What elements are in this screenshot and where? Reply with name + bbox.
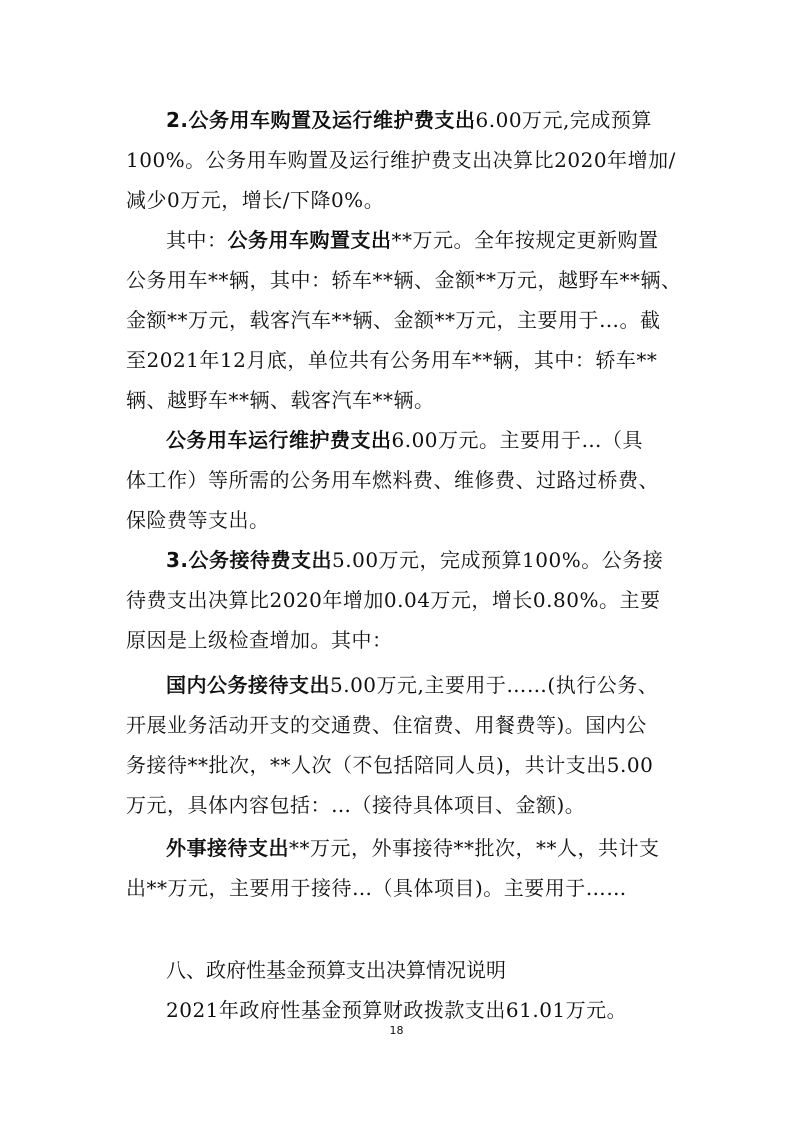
paragraph-text: **万元，外事接待**批次，**人，共计支: [289, 836, 660, 860]
paragraph-line: 待费支出决算比2020年增加0.04万元，增长0.80%。主要: [126, 588, 661, 612]
paragraph-text: 5.00万元，完成预算100%。公务接: [332, 548, 664, 572]
paragraph-line: 金额**万元，载客汽车**辆、金额**万元，主要用于…。截: [126, 308, 661, 332]
paragraph-text: 6.00万元。主要用于…（具: [391, 428, 644, 452]
paragraph-line: 保险费等支出。: [126, 508, 270, 532]
paragraph-line: 100%。公务用车购置及运行维护费支出决算比2020年增加/: [126, 148, 676, 172]
paragraph-text: 其中：: [166, 228, 228, 252]
paragraph-line: 体工作）等所需的公务用车燃料费、维修费、过路过桥费、: [126, 468, 659, 492]
paragraph-line: [126, 220, 686, 260]
paragraph-line: 辆、越野车**辆、载客汽车**辆。: [126, 388, 435, 412]
paragraph-line: 2021年政府性基金预算财政拨款支出61.01万元。: [166, 998, 628, 1022]
paragraph-text: **万元。全年按规定更新购置: [391, 228, 659, 252]
paragraph-line: 减少0万元，增长/下降0%。: [126, 188, 385, 212]
domestic-reception-paragraph: [126, 665, 686, 825]
section-lead: 3.公务接待费支出: [166, 548, 333, 572]
vehicle-purchase-paragraph: [126, 220, 686, 420]
paragraph-line: 万元，具体内容包括：…（接待具体项目、金额)。: [126, 793, 586, 817]
paragraph-line: [126, 100, 686, 140]
paragraph-line: 务接待**批次，**人次（不包括陪同人员)，共计支出5.00: [126, 753, 654, 777]
vehicle-maintenance-paragraph: [126, 420, 686, 540]
vehicle-expense-paragraph: [126, 100, 686, 220]
paragraph-text: 5.00万元,主要用于……(执行公务、: [330, 673, 659, 697]
paragraph-line: 至2021年12月底，单位共有公务用车**辆，其中：轿车**: [126, 348, 658, 372]
paragraph-line: [126, 665, 686, 705]
paragraph-line: [126, 420, 686, 460]
section-lead: 2.公务用车购置及运行维护费支出: [166, 108, 476, 132]
reception-expense-paragraph: [126, 540, 686, 660]
page-number: 18: [389, 1024, 404, 1037]
paragraph-line: 原因是上级检查增加。其中：: [126, 628, 393, 652]
paragraph-line: 公务用车**辆，其中：轿车**辆、金额**万元，越野车**辆、: [126, 268, 682, 292]
section-lead: 公务用车购置支出: [227, 228, 392, 252]
section-lead: 外事接待支出: [166, 836, 289, 860]
paragraph-line: 开展业务活动开支的交通费、住宿费、用餐费等)。国内公: [126, 713, 647, 737]
paragraph-line: [126, 828, 686, 868]
foreign-reception-paragraph: [126, 828, 686, 908]
section-lead: 国内公务接待支出: [166, 673, 330, 697]
section-heading: 八、政府性基金预算支出决算情况说明: [166, 958, 506, 982]
paragraph-line: 出**万元，主要用于接待…（具体项目)。主要用于……: [126, 876, 627, 900]
section-lead: 公务用车运行维护费支出: [166, 428, 392, 452]
paragraph-text: 6.00万元,完成预算: [475, 108, 652, 132]
paragraph-line: [126, 540, 686, 580]
